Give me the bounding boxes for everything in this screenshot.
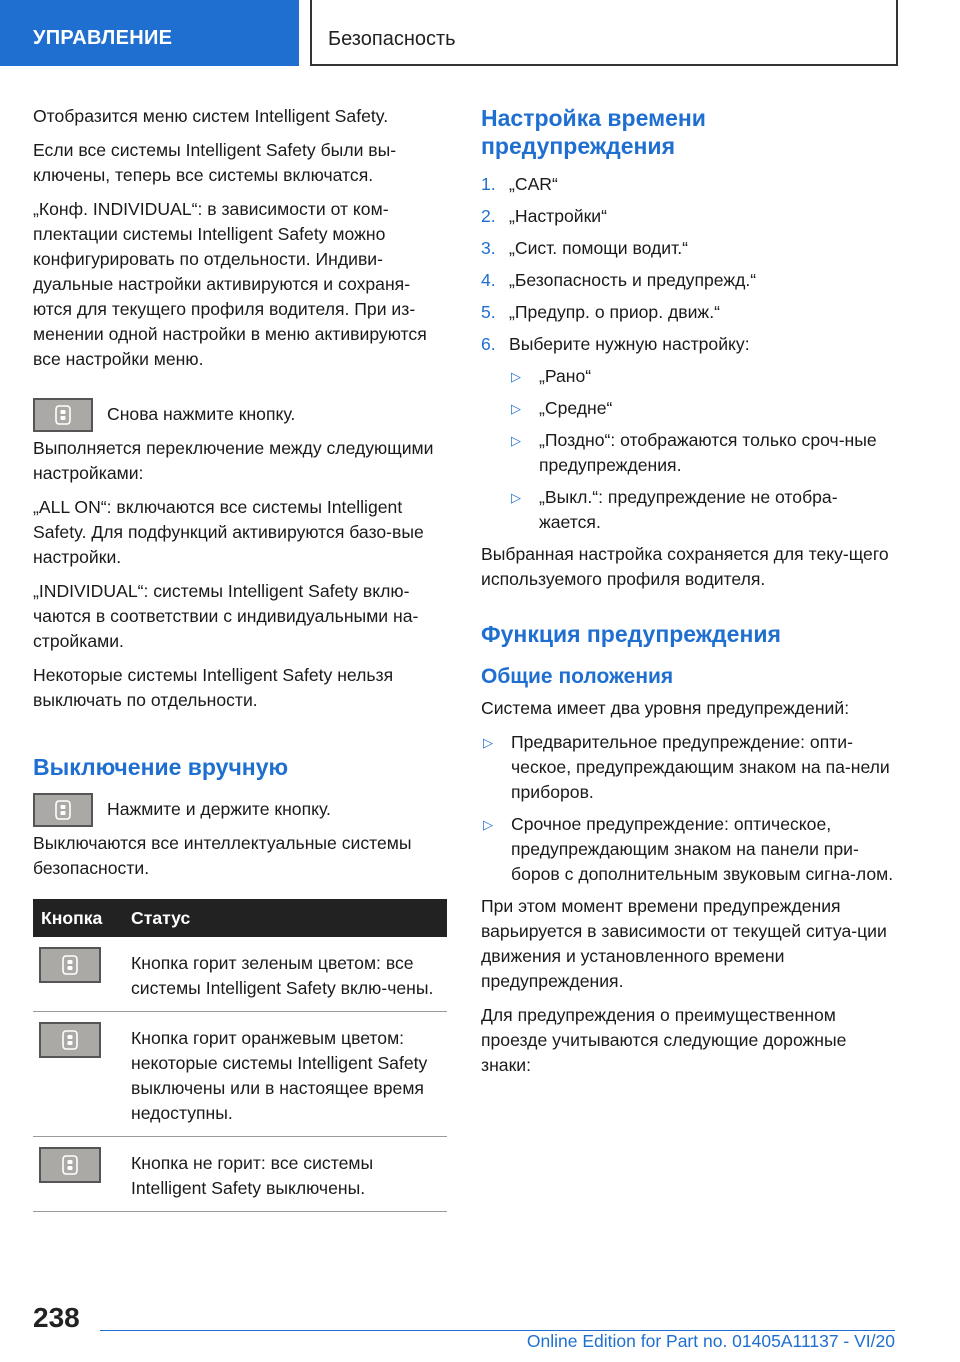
- paragraph: Отобразится меню систем Intelligent Safety.: [33, 106, 389, 126]
- paragraph: „INDIVIDUAL“: системы Intelligent Safety вклю-чаются в соответствии с индивидуальными на-стройками.: [33, 581, 419, 651]
- paragraph: Для предупреждения о преимущественном проезде учитываются следующие дорожные знаки:: [481, 1005, 847, 1075]
- heading-manual-off: Выключение вручную: [33, 754, 289, 780]
- triangle-bullet-icon: ▷: [511, 369, 521, 384]
- paragraph: „Конф. INDIVIDUAL“: в зависимости от ком-плектации системы Intelligent Safety можно конфигурировать по отдельности. Индиви-дуальные настройки активируются и сохраня-ются для текущего профиля водителя. При из-менении одной настройки в меню активируются все настройки меню.: [33, 199, 427, 369]
- footer-edition: Online Edition for Part no. 01405A11137 - VI/20: [526, 1331, 895, 1351]
- paragraph: При этом момент времени предупреждения варьируется в зависимости от текущей ситуа-ции движения и установленного времени предупреждения.: [481, 896, 887, 991]
- instruction-press-hold: [33, 793, 447, 827]
- safety-button-icon: [39, 947, 101, 983]
- list-item: 6. Выберите нужную настройку:: [481, 334, 750, 354]
- status-table: [33, 899, 447, 1212]
- column-header-button: Кнопка: [33, 899, 123, 937]
- list-item: 5. „Предупр. о приор. движ.“: [481, 302, 720, 322]
- section-title: Безопасность: [328, 28, 456, 50]
- list-item: 2. „Настройки“: [481, 206, 607, 226]
- list-item: 3. „Сист. помощи водит.“: [481, 238, 688, 258]
- safety-button-icon: [39, 1022, 101, 1058]
- safety-button-icon: [33, 793, 93, 827]
- triangle-bullet-icon: ▷: [483, 735, 493, 750]
- instruction-text: Нажмите и держите кнопку.: [107, 799, 331, 819]
- safety-button-icon: [33, 398, 93, 432]
- paragraph: Некоторые системы Intelligent Safety нельзя выключать по отдельности.: [33, 665, 394, 710]
- safety-button-icon: [39, 1147, 101, 1183]
- paragraph: „ALL ON“: включаются все системы Intelligent Safety. Для подфункций активируются базо-вые настройки.: [33, 497, 424, 567]
- instruction-press-again: [33, 398, 447, 432]
- triangle-bullet-icon: ▷: [511, 490, 521, 505]
- table-row: [33, 1137, 447, 1212]
- heading-warning-function: Функция предупреждения: [481, 621, 781, 647]
- chapter-title: УПРАВЛЕНИЕ: [33, 27, 173, 49]
- table-row: [33, 1012, 447, 1137]
- triangle-bullet-icon: ▷: [511, 433, 521, 448]
- triangle-bullet-icon: ▷: [511, 401, 521, 416]
- option-item: ▷ „Выкл.“: предупреждение не отобра-жается.: [509, 485, 895, 535]
- status-cell: Кнопка горит оранжевым цветом: некоторые системы Intelligent Safety выключены или в настоящее время недоступны.: [123, 1012, 447, 1137]
- list-item: 4. „Безопасность и предупрежд.“: [481, 270, 757, 290]
- heading-warning-time: Настройка времени предупреждения: [481, 105, 706, 159]
- column-header-status: Статус: [123, 899, 447, 937]
- paragraph: Выбранная настройка сохраняется для теку-щего используемого профиля водителя.: [481, 544, 889, 589]
- heading-general: Общие положения: [481, 665, 674, 688]
- right-column: [481, 104, 895, 1087]
- triangle-bullet-icon: ▷: [483, 817, 493, 832]
- option-item: ▷ „Средне“: [509, 396, 895, 421]
- chapter-tab: [0, 0, 299, 66]
- option-item: ▷ „Поздно“: отображаются только сроч-ные предупреждения.: [509, 428, 895, 478]
- table-row: [33, 937, 447, 1012]
- paragraph: Выключаются все интеллектуальные системы безопасности.: [33, 833, 412, 878]
- status-cell: Кнопка не горит: все системы Intelligent Safety выключены.: [123, 1137, 447, 1212]
- level-item: ▷ Предварительное предупреждение: опти-ческое, предупреждающим знаком на па-нели приборов.: [481, 730, 895, 805]
- paragraph: Выполняется переключение между следующими настройками:: [33, 438, 434, 483]
- list-item: 1. „CAR“: [481, 174, 558, 194]
- paragraph: Система имеет два уровня предупреждений:: [481, 698, 850, 718]
- status-cell: Кнопка горит зеленым цветом: все системы Intelligent Safety вклю-чены.: [123, 937, 447, 1012]
- instruction-text: Снова нажмите кнопку.: [107, 404, 296, 424]
- table-header-row: [33, 899, 447, 937]
- option-item: ▷ „Рано“: [509, 364, 895, 389]
- level-item: ▷ Срочное предупреждение: оптическое, предупреждающим знаком на панели при-боров с дополнительным звуковым сигна-лом.: [481, 812, 895, 887]
- left-column: [33, 104, 447, 1212]
- paragraph: Если все системы Intelligent Safety были вы-ключены, теперь все системы включатся.: [33, 140, 397, 185]
- page-number: 238: [33, 1302, 80, 1333]
- section-header: [310, 0, 898, 66]
